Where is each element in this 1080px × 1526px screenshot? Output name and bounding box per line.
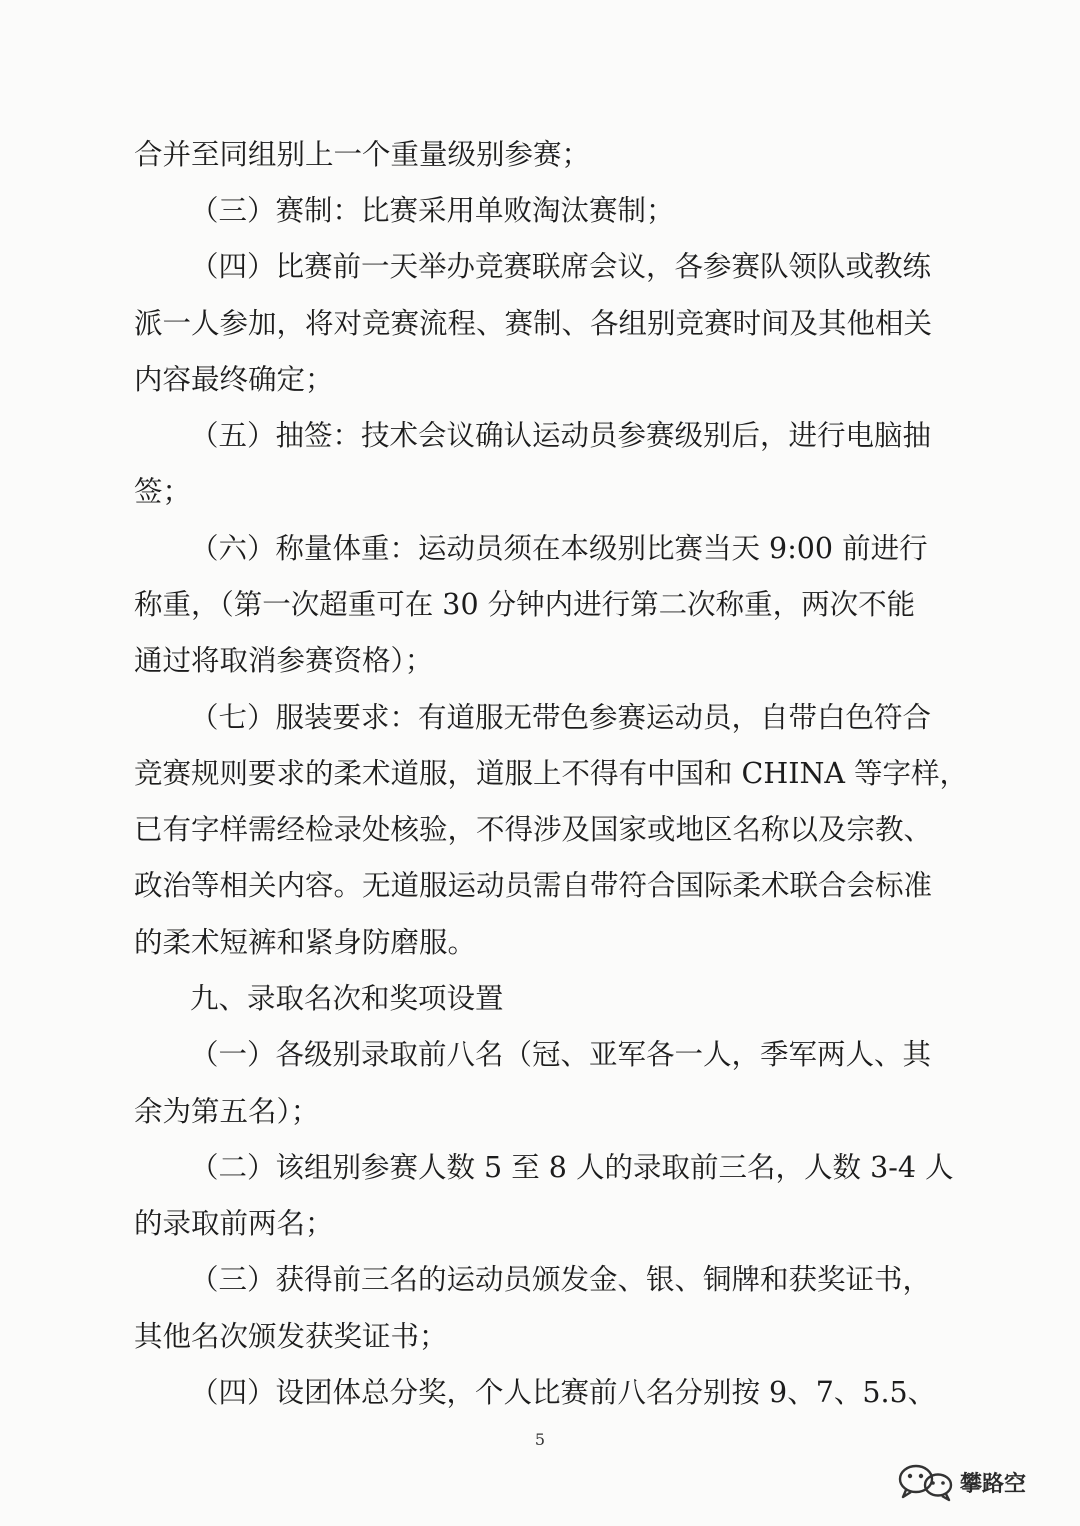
- watermark-text: 攀路空: [960, 1471, 1027, 1497]
- text-line: 的录取前两名；: [134, 1207, 334, 1240]
- text-line: （三）获得前三名的运动员颁发金、银、铜牌和获奖证书，: [190, 1263, 932, 1296]
- text-line: （六）称量体重：运动员须在本级别比赛当天 9:00 前进行: [190, 532, 928, 565]
- text-line: 合并至同组别上一个重量级别参赛；: [134, 138, 591, 171]
- text-line: 的柔术短裤和紧身防磨服。: [134, 926, 477, 959]
- watermark: [896, 1460, 1056, 1504]
- text-line: （二）该组别参赛人数 5 至 8 人的录取前三名，人数 3-4 人: [190, 1151, 954, 1184]
- text-line: （一）各级别录取前八名（冠、亚军各一人，季军两人、其: [190, 1038, 932, 1071]
- text-line: 竞赛规则要求的柔术道服，道服上不得有中国和 CHINA 等字样，: [134, 757, 969, 790]
- text-line: （五）抽签：技术会议确认运动员参赛级别后，进行电脑抽: [190, 419, 932, 452]
- text-line: （四）设团体总分奖，个人比赛前八名分别按 9、7、5.5、: [190, 1376, 937, 1409]
- text-line: 其他名次颁发获奖证书；: [134, 1320, 448, 1353]
- text-line: 称重，（第一次超重可在 30 分钟内进行第二次称重，两次不能: [134, 588, 916, 621]
- text-line: 派一人参加，将对竞赛流程、赛制、各组别竞赛时间及其他相关: [134, 307, 933, 340]
- text-line: 政治等相关内容。无道服运动员需自带符合国际柔术联合会标准: [134, 869, 933, 902]
- section-heading: 九、录取名次和奖项设置: [190, 982, 504, 1015]
- text-line: 余为第五名）；: [134, 1095, 320, 1128]
- text-line: 已有字样需经检录处核验，不得涉及国家或地区名称以及宗教、: [134, 813, 933, 846]
- text-line: （四）比赛前一天举办竞赛联席会议，各参赛队领队或教练: [190, 250, 932, 283]
- text-line: 通过将取消参赛资格）；: [134, 644, 434, 677]
- text-line: 签；: [134, 475, 192, 508]
- page-number: 5: [534, 1430, 546, 1449]
- text-line: 内容最终确定；: [134, 363, 334, 396]
- text-line: （七）服装要求：有道服无带色参赛运动员，自带白色符合: [190, 701, 932, 734]
- wechat-logo-icon: [896, 1462, 958, 1502]
- text-line: （三）赛制：比赛采用单败淘汰赛制；: [190, 194, 675, 227]
